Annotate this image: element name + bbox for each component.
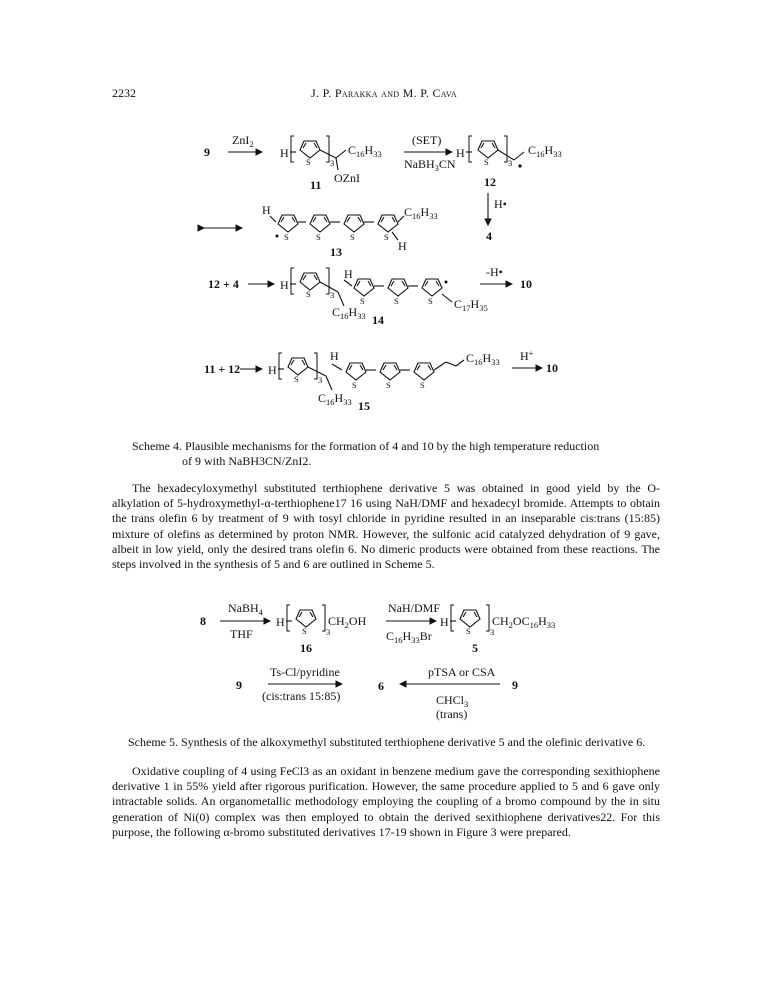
reagent-minus-h-radical: -H• — [486, 265, 503, 279]
reagent-nabh4: NaBH$_4$ — [228, 601, 263, 617]
svg-text:C16H33: $C_{16}H_{33}$ — [332, 305, 366, 321]
reagent-tscl-pyridine: Ts-Cl/pyridine — [270, 665, 340, 679]
structure-15 — [268, 349, 500, 413]
svg-text:S: S — [306, 157, 311, 167]
reagent-thf: THF — [230, 627, 253, 641]
svg-text:S: S — [420, 380, 425, 390]
svg-text:15: 15 — [358, 399, 370, 413]
svg-text:H: H — [268, 363, 277, 377]
svg-text:C16H33: $C_{16}H_{33}$ — [404, 205, 438, 221]
svg-text:S: S — [302, 626, 307, 636]
svg-text:H: H — [330, 349, 339, 363]
compound-4-label: 4 — [486, 229, 492, 243]
svg-text:H: H — [456, 146, 465, 160]
svg-text:3: 3 — [318, 375, 323, 385]
structure-16 — [276, 605, 367, 655]
svg-text:3: 3 — [326, 627, 331, 637]
svg-text:S: S — [484, 157, 489, 167]
svg-text:13: 13 — [330, 245, 342, 259]
svg-text:S: S — [350, 232, 355, 242]
svg-text:S: S — [394, 296, 399, 306]
svg-text:H: H — [280, 278, 289, 292]
paragraph-1: The hexadecyloxymethyl substituted terthiophene derivative 5 was obtained in good yield by the O-alkylation of 5-hydroxymethyl-α-terthiophene17 16 using NaH/DMF and hexadecyl bromide. Attempts to obtain the trans olefin 6 by treatment of 9 with tosyl chloride in pyridine resulted in an inseparable cis:trans (15:85) mixture of olefins as determined by proton NMR. However, the sulfonic acid catalyzed dehydration of 9 gave, albeit in low yield, only the desired trans olefin 6. No dimeric products were obtained from these reactions. The steps involved in the synthesis of 5 and 6 are outlined in Scheme 5. — [112, 481, 660, 572]
reagent-h-radical: H• — [494, 197, 507, 211]
svg-text:5: 5 — [472, 641, 478, 655]
compound-10-label-2: 10 — [546, 361, 558, 375]
equation-11-plus-12: 11 + 12 — [204, 362, 241, 376]
svg-text:H: H — [398, 239, 407, 253]
compound-9-right: 9 — [512, 678, 518, 692]
svg-text:S: S — [294, 374, 299, 384]
svg-text:CH2OC16H33: $CH_2OC_{16}H_{33}$ — [492, 614, 556, 630]
reagent-h-plus: H+ — [520, 348, 534, 363]
svg-text:11: 11 — [310, 178, 322, 192]
compound-8-label: 8 — [200, 614, 206, 628]
svg-text:H: H — [276, 615, 285, 629]
reagent-ptsa-csa: pTSA or CSA — [428, 665, 496, 679]
svg-text:S: S — [384, 232, 389, 242]
svg-text:14: 14 — [372, 313, 384, 327]
svg-text:C16H33: $C_{16}H_{33}$ — [466, 351, 500, 367]
paragraph-2: Oxidative coupling of 4 using FeCl3 as an oxidant in benzene medium gave the corresponding sexithiophene derivative 1 in 55% yield after rigorous purification. However, the same procedure applied to 5 and 6 gave only intractable solids. An organometallic methodology employing the coupling of a bromo compound by the in situ generation of Ni(0) complex was then employed to obtain the derived sexithiophene derivatives22. For this purpose, the following α-bromo substituted derivatives 17-19 shown in Figure 3 were prepared. — [112, 764, 660, 839]
svg-text:C16H33: $C_{16}H_{33}$ — [318, 391, 352, 407]
svg-text:S: S — [316, 232, 321, 242]
structure-14 — [280, 267, 488, 327]
running-head: J. P. Parakka and M. P. Cava — [311, 86, 457, 100]
svg-text:C16H33: $C_{16}H_{33}$ — [528, 143, 562, 159]
compound-6-label: 6 — [378, 679, 384, 693]
svg-text:H: H — [280, 146, 289, 160]
reagent-chcl3: CHCl$_3$ — [436, 693, 469, 709]
svg-text:S: S — [466, 626, 471, 636]
svg-text:S: S — [360, 296, 365, 306]
svg-text:3: 3 — [490, 627, 495, 637]
scheme-4-caption: Scheme 4. Plausible mechanisms for the formation of 4 and 10 by the high temperature reduction of 9 with NaBH3CN/ZnI2. — [132, 439, 600, 468]
svg-text:S: S — [352, 380, 357, 390]
reagent-zni2: ZnI$_2$ — [232, 133, 254, 149]
compound-9-left: 9 — [236, 678, 242, 692]
structure-13 — [262, 203, 438, 259]
scheme-5-caption: Scheme 5. Synthesis of the alkoxymethyl substituted terthiophene derivative 5 and the olefinic derivative 6. — [128, 735, 646, 749]
svg-text:16: 16 — [300, 641, 312, 655]
svg-text:3: 3 — [330, 158, 335, 168]
svg-text:C17H35: $C_{17}H_{35}$ — [454, 297, 488, 313]
trans-label: (trans) — [436, 707, 468, 721]
svg-text:12: 12 — [484, 175, 496, 189]
structure-12 — [456, 136, 562, 189]
reagent-nabh3cn: NaBH$_3$CN — [404, 157, 456, 173]
structure-11 — [280, 136, 382, 192]
svg-text:S: S — [428, 296, 433, 306]
equation-12-plus-4: 12 + 4 — [208, 277, 239, 291]
svg-text:3: 3 — [330, 290, 335, 300]
structure-5 — [440, 605, 555, 655]
cis-trans-ratio: (cis:trans 15:85) — [262, 689, 341, 703]
svg-text:H: H — [440, 615, 449, 629]
svg-text:S: S — [306, 289, 311, 299]
svg-text:S: S — [284, 232, 289, 242]
compound-10-label: 10 — [520, 277, 532, 291]
svg-text:3: 3 — [508, 158, 513, 168]
svg-text:H: H — [262, 203, 271, 217]
reagent-nah-dmf: NaH/DMF — [388, 601, 441, 615]
compound-9-label: 9 — [204, 145, 210, 159]
svg-text:C16H33: $C_{16}H_{33}$ — [348, 143, 382, 159]
svg-text:CH2OH: $CH_2OH$ — [328, 614, 367, 630]
svg-text:OZnI: OZnI — [334, 171, 360, 185]
svg-text:H: H — [344, 267, 353, 281]
svg-text:S: S — [386, 380, 391, 390]
page-number: 2232 — [112, 86, 136, 100]
reagent-c16h33br: $C_{16}H_{33}Br$ — [386, 629, 432, 645]
reagent-set: (SET) — [412, 133, 442, 147]
